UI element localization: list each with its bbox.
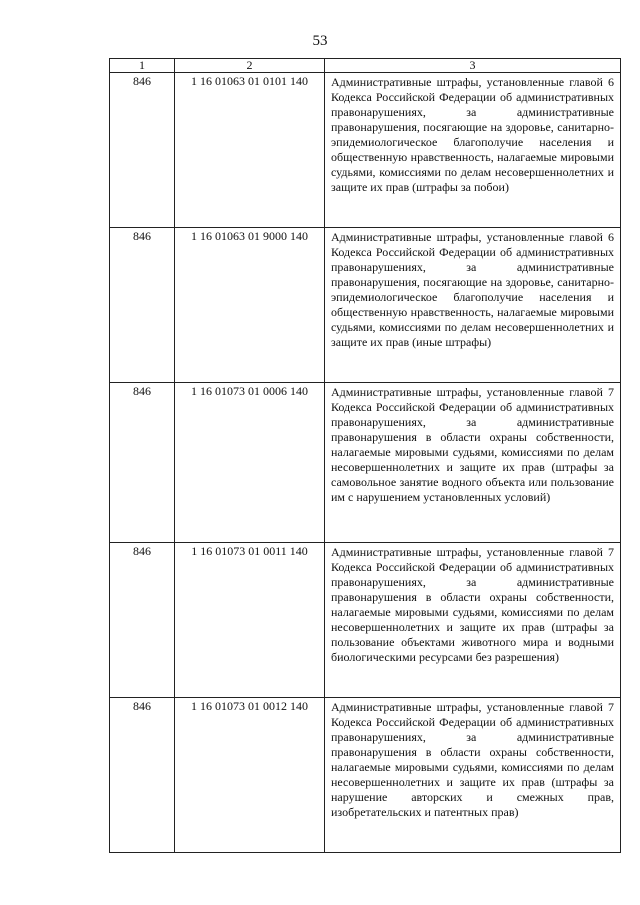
description-cell: Административные штрафы, установленные главой 6 Кодекса Российской Федерации об административных правонарушениях, за административные правонарушения, посягающие на здоровье, санитарно-эпидемиологическое благополучие населения и общественную нравственность, налагаемые мировыми судьями, комиссиями по делам несовершеннолетних и защите их прав (иные штрафы) <box>325 228 621 383</box>
description-cell: Административные штрафы, установленные главой 7 Кодекса Российской Федерации об административных правонарушениях, за административные правонарушения в области охраны собственности, налагаемые мировыми судьями, комиссиями по делам несовершеннолетних и защите их прав (штрафы за пользование объектами животного мира и водными биологическими ресурсами без разрешения) <box>325 543 621 698</box>
header-col-1: 1 <box>110 59 175 73</box>
table-row <box>110 73 621 228</box>
header-col-3: 3 <box>325 59 621 73</box>
header-col-2: 2 <box>175 59 325 73</box>
admin-code-cell: 846 <box>110 73 175 228</box>
description-cell: Административные штрафы, установленные главой 6 Кодекса Российской Федерации об административных правонарушениях, за административные правонарушения, посягающие на здоровье, санитарно-эпидемиологическое благополучие населения и общественную нравственность, налагаемые мировыми судьями, комиссиями по делам несовершеннолетних и защите их прав (штрафы за побои) <box>325 73 621 228</box>
kbk-table <box>109 58 621 853</box>
kbk-code-cell: 1 16 01063 01 0101 140 <box>175 73 325 228</box>
description-cell: Административные штрафы, установленные главой 7 Кодекса Российской Федерации об административных правонарушениях, за административные правонарушения в области охраны собственности, налагаемые мировыми судьями, комиссиями по делам несовершеннолетних и защите их прав (штрафы за самовольное занятие водного объекта или пользование им с нарушением установленных условий) <box>325 383 621 543</box>
table-row <box>110 698 621 853</box>
table-row <box>110 228 621 383</box>
kbk-code-cell: 1 16 01073 01 0011 140 <box>175 543 325 698</box>
kbk-code-cell: 1 16 01063 01 9000 140 <box>175 228 325 383</box>
table-row <box>110 383 621 543</box>
table-row <box>110 543 621 698</box>
admin-code-cell: 846 <box>110 543 175 698</box>
table-header-row <box>110 59 621 73</box>
page-number: 53 <box>312 33 328 49</box>
kbk-code-cell: 1 16 01073 01 0012 140 <box>175 698 325 853</box>
admin-code-cell: 846 <box>110 698 175 853</box>
description-cell: Административные штрафы, установленные главой 7 Кодекса Российской Федерации об административных правонарушениях, за административные правонарушения в области охраны собственности, налагаемые мировыми судьями, комиссиями по делам несовершеннолетних и защите их прав (штрафы за нарушение авторских и смежных прав, изобретательских и патентных прав) <box>325 698 621 853</box>
admin-code-cell: 846 <box>110 383 175 543</box>
kbk-code-cell: 1 16 01073 01 0006 140 <box>175 383 325 543</box>
admin-code-cell: 846 <box>110 228 175 383</box>
